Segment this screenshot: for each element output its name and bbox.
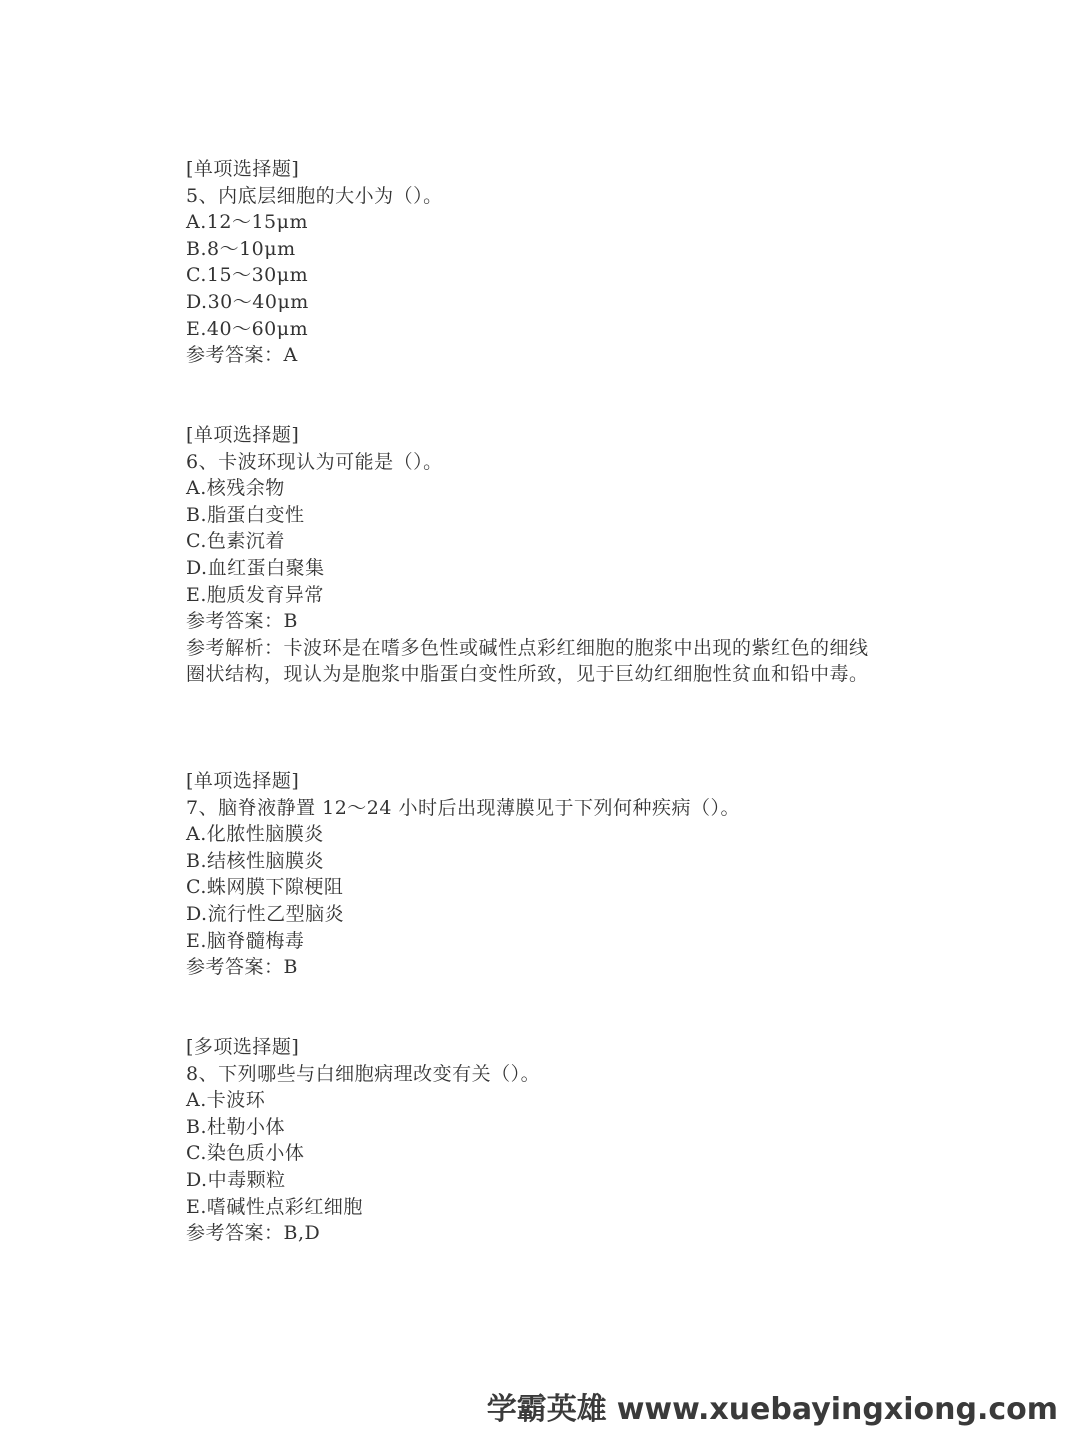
option-a: A.卡波环 xyxy=(186,1089,266,1112)
option-c: C.蛛网膜下隙梗阻 xyxy=(186,876,344,899)
option-d: D.30～40μm xyxy=(186,290,309,313)
option-d: D.血红蛋白聚集 xyxy=(186,556,325,579)
question-type: [单项选择题] xyxy=(186,158,300,180)
question-block xyxy=(186,156,906,369)
option-d: D.流行性乙型脑炎 xyxy=(186,902,345,925)
brand-url: www.xuebayingxiong.com xyxy=(616,1392,1058,1427)
reference-answer: 参考答案：A xyxy=(186,344,298,367)
option-e: E.脑脊髓梅毒 xyxy=(186,929,305,952)
option-c: C.色素沉着 xyxy=(186,530,285,553)
option-a: A.12～15μm xyxy=(186,211,308,234)
question-type: [单项选择题] xyxy=(186,424,300,446)
brand-name: 学霸英雄 xyxy=(486,1392,607,1427)
question-block xyxy=(186,768,906,981)
question-type: [多项选择题] xyxy=(186,1036,300,1058)
option-b: B.脂蛋白变性 xyxy=(186,503,305,526)
option-c: C.15～30μm xyxy=(186,264,309,287)
option-b: B.结核性脑膜炎 xyxy=(186,849,325,872)
question-stem: 5、内底层细胞的大小为（）。 xyxy=(186,184,443,207)
option-b: B.杜勒小体 xyxy=(186,1115,286,1138)
question-stem: 8、下列哪些与白细胞病理改变有关（）。 xyxy=(186,1062,541,1085)
option-c: C.染色质小体 xyxy=(186,1142,305,1165)
reference-analysis: 参考解析：卡波环是在嗜多色性或碱性点彩红细胞的胞浆中出现的紫红色的细线圈状结构，现认为是胞浆中脂蛋白变性所致，见于巨幼红细胞性贫血和铅中毒。 xyxy=(186,636,869,686)
option-d: D.中毒颗粒 xyxy=(186,1168,286,1191)
option-e: E.胞质发育异常 xyxy=(186,583,324,606)
reference-answer: 参考答案：B xyxy=(186,610,298,633)
question-block xyxy=(186,422,906,688)
reference-answer: 参考答案：B xyxy=(186,956,298,979)
question-block xyxy=(186,1034,906,1247)
question-stem: 7、脑脊液静置 12～24 小时后出现薄膜见于下列何种疾病（）。 xyxy=(186,796,741,819)
footer-watermark xyxy=(487,1390,1058,1430)
question-type: [单项选择题] xyxy=(186,770,300,792)
option-b: B.8～10μm xyxy=(186,237,296,260)
question-stem: 6、卡波环现认为可能是（）。 xyxy=(186,450,443,473)
option-a: A.核残余物 xyxy=(186,477,285,500)
option-e: E.嗜碱性点彩红细胞 xyxy=(186,1195,363,1218)
reference-answer: 参考答案：B,D xyxy=(186,1222,321,1245)
option-e: E.40～60μm xyxy=(186,317,309,340)
option-a: A.化脓性脑膜炎 xyxy=(186,823,324,846)
